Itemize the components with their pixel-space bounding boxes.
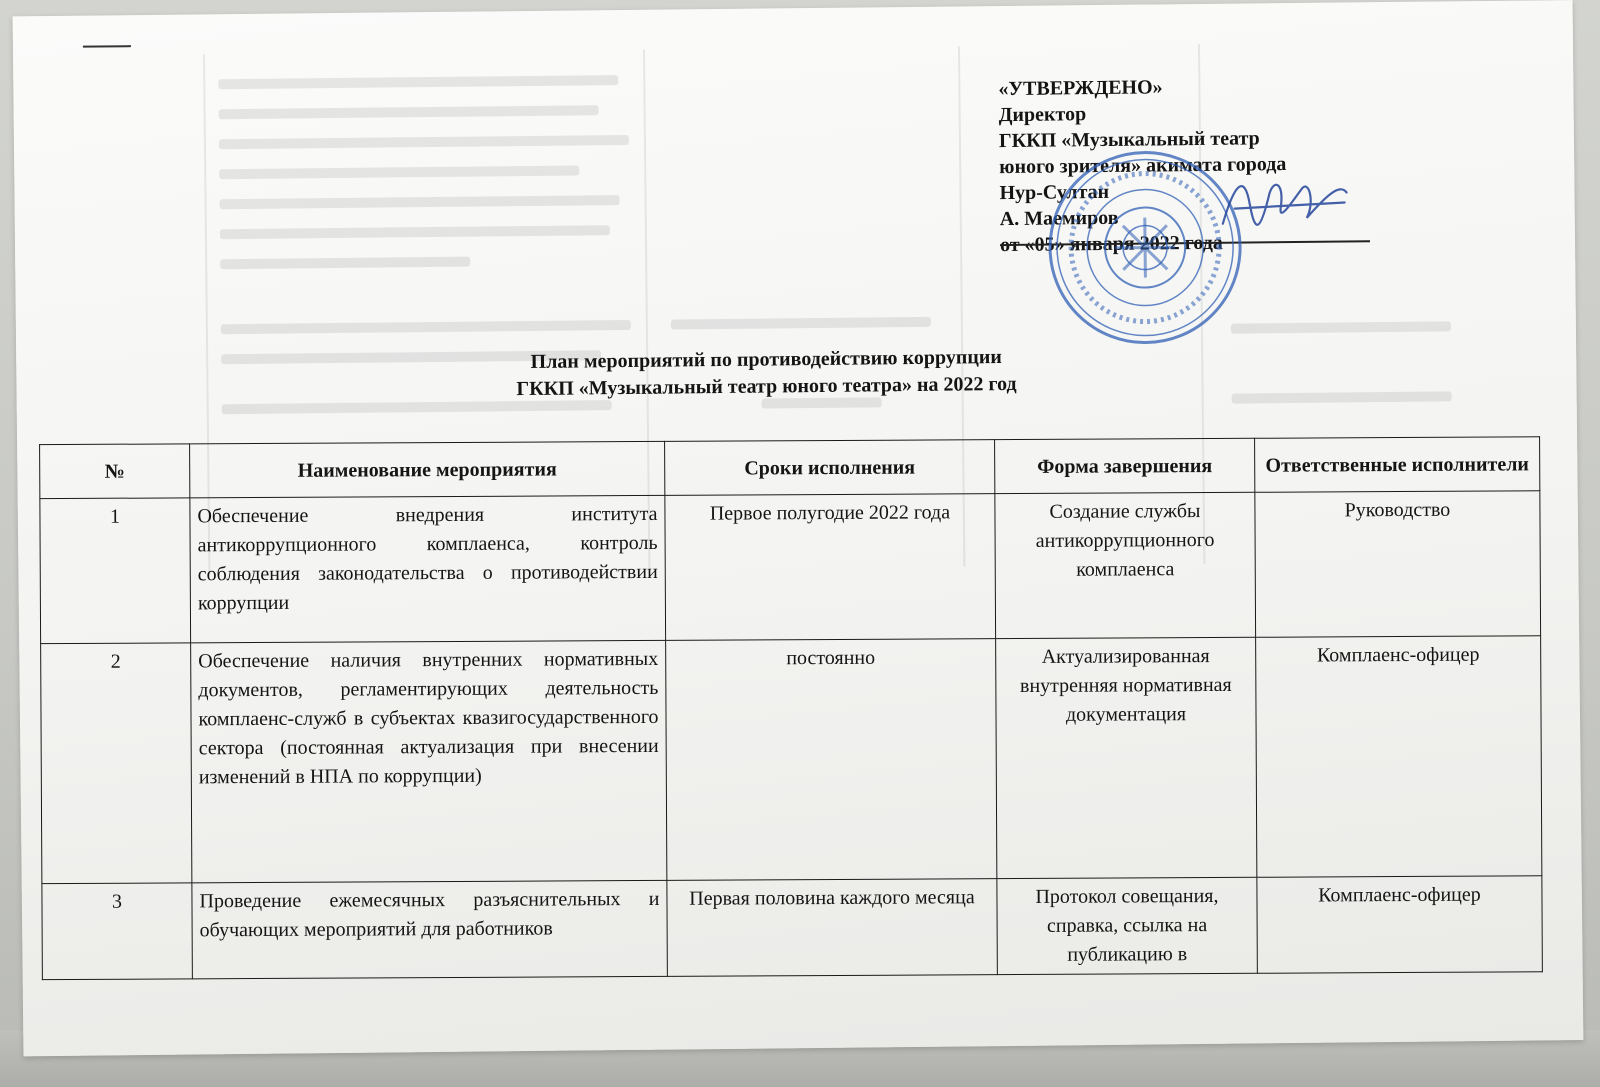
approval-position: Директор [998,103,1087,127]
row-form: Создание службы антикоррупционного комплаенса [995,492,1256,638]
row-num: 2 [41,643,192,884]
row-name: Обеспечение наличия внутренних нормативных документов, регламентирующих деятельность комплаенс-служб в субъектах квазигосударственного сектора (постоянная актуализация при внесении изменений в НПА по коррупции) [191,640,667,882]
approval-signatory: А. Маемиров [999,206,1119,231]
title-line-2: ГККП «Музыкальный театр юного театра» на 2022 год [516,372,1017,401]
table-row [41,636,1542,884]
row-responsible: Руководство [1255,491,1541,637]
header-form: Форма завершения [995,438,1255,493]
row-responsible: Комплаенс-офицер [1256,636,1542,877]
row-num: 3 [42,883,193,980]
table-row [42,876,1542,980]
header-deadline: Сроки исполнения [665,440,995,496]
title-line-1: План мероприятий по противодействию коррупции [530,346,1002,373]
header-name: Наименование мероприятия [190,441,665,497]
row-name: Проведение ежемесячных разъяснительных и обучающих мероприятий для работников [192,880,667,978]
document-page [13,0,1584,1056]
header-responsible: Ответственные исполнители [1255,437,1540,492]
row-name: Обеспечение внедрения института антикоррупционного комплаенса, контроль соблюдения законодательства о противодействии коррупции [190,495,666,642]
row-responsible: Комплаенс-офицер [1257,876,1542,973]
director-signature [1214,162,1355,243]
row-deadline: постоянно [666,639,997,881]
row-form: Протокол совещания, справка, ссылка на публикацию в [997,877,1257,974]
row-deadline: Первая половина каждого месяца [667,879,997,977]
approval-city: Нур-Султан [999,180,1110,205]
approval-date: от «05» января 2022 года [999,231,1223,257]
approval-heading: «УТВЕРЖДЕНО» [998,76,1163,101]
row-deadline: Первое полугодие 2022 года [665,494,996,641]
header-num: № [40,444,190,499]
table-row [40,491,1541,644]
row-form: Актуализированная внутренняя нормативная документация [996,637,1257,878]
corner-mark [83,45,131,48]
approval-org-line1: ГККП «Музыкальный театр [998,127,1260,153]
table-header-row [40,437,1540,499]
document-title [316,342,1217,405]
measures-table [39,436,1543,980]
approval-org-line2: юного зрителя» акимата города [999,153,1287,179]
row-num: 1 [40,498,191,644]
